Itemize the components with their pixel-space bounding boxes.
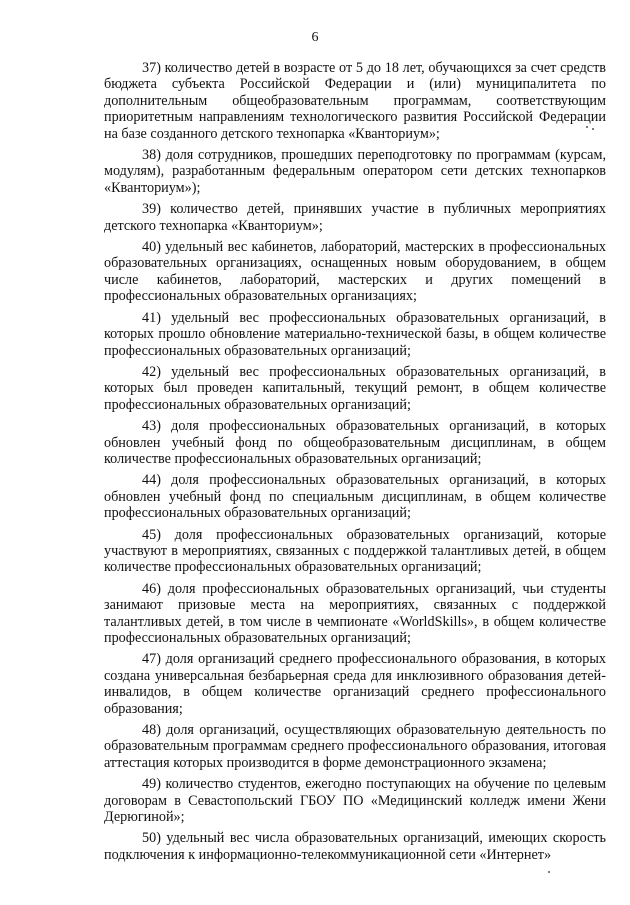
page-number: 6 <box>311 30 319 45</box>
list-item: 48) доля организаций, осуществляющих образовательную деятельность по образовательным программам среднего профессионального образования, итоговая аттестация которых производится в форме демонстрационного экзамена; <box>104 722 606 771</box>
list-item: 39) количество детей, принявших участие в публичных мероприятиях детского технопарка «Кванториум»; <box>104 201 606 234</box>
list-item: 45) доля профессиональных образовательных организаций, которые участвуют в мероприятиях, связанных с поддержкой талантливых детей, в общем количестве профессиональных образовательных организаций; <box>104 526 606 576</box>
list-item: 46) доля профессиональных образовательных организаций, чьи студенты занимают призовые места на мероприятиях, связанных с поддержкой талантливых детей, в том числе в чемпионате «WorldSkills», в общем количестве профессиональных образовательных организаций; <box>104 580 606 646</box>
list-item: 50) удельный вес числа образовательных организаций, имеющих скорость подключения к информационно-телекоммуникационной сети «Интернет» <box>104 830 606 863</box>
list-item: 38) доля сотрудников, прошедших переподготовку по программам (курсам, модулям), разработанным федеральным оператором сети детских технопарков «Кванториум»); <box>104 147 606 196</box>
scan-speck <box>548 871 550 873</box>
list-item: 44) доля профессиональных образовательных организаций, в которых обновлен учебный фонд по специальным дисциплинам, в общем количестве профессиональных образовательных организаций; <box>104 472 606 522</box>
scan-speck <box>586 126 588 128</box>
list-item: 43) доля профессиональных образовательных организаций, в которых обновлен учебный фонд по общеобразовательным дисциплинам, в общем количестве профессиональных образовательных организаций; <box>104 418 606 467</box>
list-item: 40) удельный вес кабинетов, лабораторий, мастерских в профессиональных образовательных организациях, оснащенных новым оборудованием, в общем числе кабинетов, лабораторий, мастерских и других помещений в профессиональных образовательных организациях; <box>104 239 606 305</box>
scan-speck <box>592 128 594 130</box>
list-item: 41) удельный вес профессиональных образовательных организаций, в которых прошло обновление материально-технической базы, в общем количестве профессиональных образовательных организаций; <box>104 309 606 359</box>
list-item: 42) удельный вес профессиональных образовательных организаций, в которых был проведен капитальный, текущий ремонт, в общем количестве профессиональных образовательных организаций; <box>104 363 606 413</box>
list-item: 49) количество студентов, ежегодно поступающих на обучение по целевым договорам в Севастопольский ГБОУ ПО «Медицинский колледж имени Жени Дерюгиной»; <box>104 776 606 826</box>
document-body <box>104 60 606 868</box>
list-item: 47) доля организаций среднего профессионального образования, в которых создана универсальная безбарьерная среда для инклюзивного образования детей-инвалидов, в общем количестве организаций среднего профессионального образования; <box>104 651 606 717</box>
list-item: 37) количество детей в возрасте от 5 до 18 лет, обучающихся за счет средств бюджета субъекта Российской Федерации и (или) муниципалитета по дополнительным общеобразовательным программам, соответствующим приоритетным направлениям технологического развития Российской Федерации на базе созданного детского технопарка «Кванториум»; <box>104 60 606 142</box>
